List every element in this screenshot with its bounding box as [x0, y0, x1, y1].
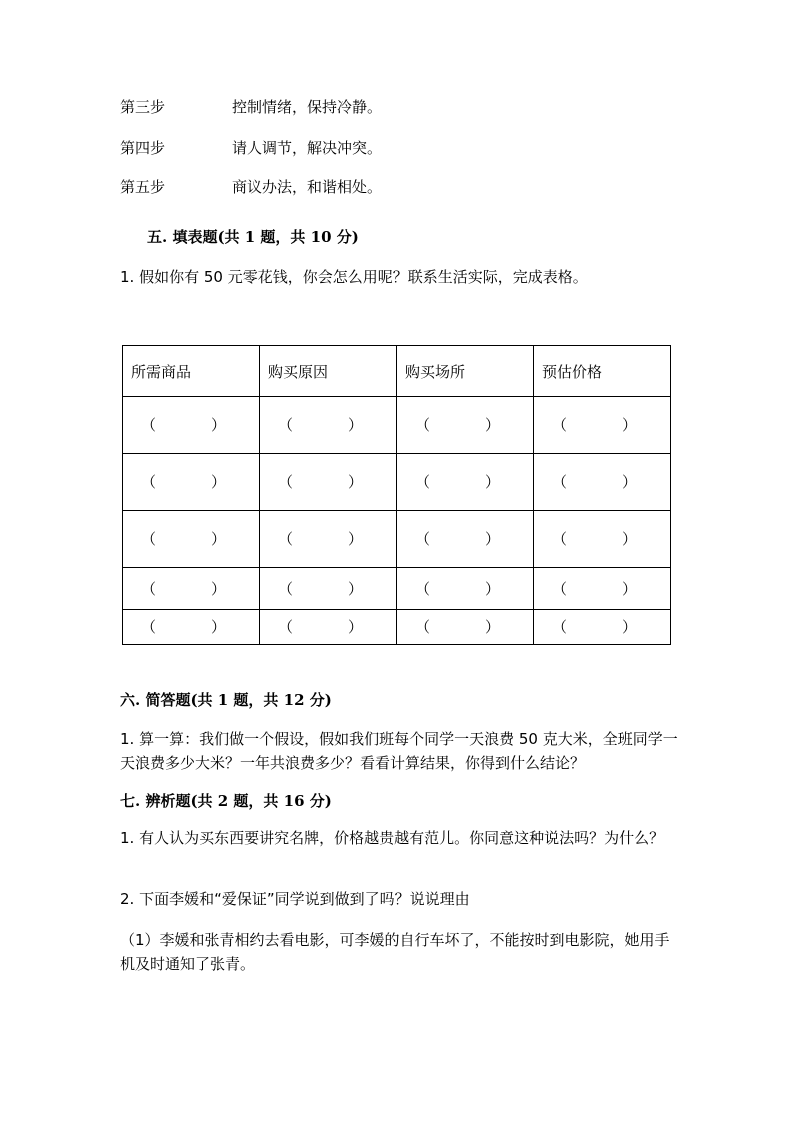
close-parenthesis: ）	[211, 618, 227, 636]
answer-blank	[542, 414, 638, 434]
answer-blank-cell[interactable]	[123, 568, 260, 610]
step-text: 控制情绪，保持冷静。	[232, 98, 383, 116]
answer-blank-cell[interactable]	[397, 454, 534, 511]
open-parenthesis: （	[552, 473, 568, 491]
step-label: 第五步	[120, 178, 166, 196]
open-parenthesis: （	[141, 579, 157, 598]
close-parenthesis: ）	[211, 579, 227, 598]
table-header-cell: 预估价格	[534, 346, 671, 397]
open-parenthesis: （	[552, 530, 568, 548]
section7-question-2: 2. 下面李媛和“爱保证”同学说到做到了吗？说说理由	[120, 890, 470, 908]
answer-blank-cell[interactable]	[534, 511, 671, 568]
open-parenthesis: （	[415, 416, 431, 434]
table-row	[123, 610, 671, 645]
step-text: 请人调节，解决冲突。	[232, 139, 383, 157]
answer-blank-cell[interactable]	[534, 397, 671, 454]
open-parenthesis: （	[552, 416, 568, 434]
answer-blank	[131, 616, 227, 636]
close-parenthesis: ）	[485, 618, 501, 636]
answer-blank-cell[interactable]	[260, 610, 397, 645]
open-parenthesis: （	[141, 416, 157, 434]
open-parenthesis: （	[278, 618, 294, 636]
close-parenthesis: ）	[348, 473, 364, 491]
table-row	[123, 454, 671, 511]
close-parenthesis: ）	[211, 473, 227, 491]
answer-blank	[405, 578, 501, 598]
answer-blank-cell[interactable]	[534, 454, 671, 511]
answer-blank-cell[interactable]	[534, 568, 671, 610]
close-parenthesis: ）	[622, 416, 638, 434]
section7-heading: 七. 辨析题(共 2 题，共 16 分)	[120, 792, 332, 810]
answer-blank	[542, 471, 638, 491]
close-parenthesis: ）	[622, 530, 638, 548]
close-parenthesis: ）	[211, 416, 227, 434]
close-parenthesis: ）	[348, 416, 364, 434]
section6-heading: 六. 简答题(共 1 题，共 12 分)	[120, 691, 332, 709]
answer-blank-cell[interactable]	[397, 610, 534, 645]
answer-blank-cell[interactable]	[534, 610, 671, 645]
answer-blank-cell[interactable]	[123, 610, 260, 645]
table-header-row	[123, 346, 671, 397]
open-parenthesis: （	[415, 473, 431, 491]
close-parenthesis: ）	[485, 579, 501, 598]
fill-in-table	[122, 345, 671, 645]
step-label: 第三步	[120, 98, 166, 116]
table-row	[123, 568, 671, 610]
answer-blank	[405, 616, 501, 636]
answer-blank	[268, 414, 364, 434]
answer-blank-cell[interactable]	[397, 568, 534, 610]
open-parenthesis: （	[415, 579, 431, 598]
table-header-cell: 购买原因	[260, 346, 397, 397]
open-parenthesis: （	[278, 579, 294, 598]
close-parenthesis: ）	[485, 473, 501, 491]
answer-blank	[268, 578, 364, 598]
answer-blank-cell[interactable]	[123, 397, 260, 454]
step-text: 商议办法，和谐相处。	[232, 178, 383, 196]
answer-blank	[405, 528, 501, 548]
table-row	[123, 397, 671, 454]
open-parenthesis: （	[141, 618, 157, 636]
close-parenthesis: ）	[485, 530, 501, 548]
answer-blank-cell[interactable]	[260, 454, 397, 511]
answer-blank	[268, 471, 364, 491]
open-parenthesis: （	[141, 473, 157, 491]
answer-blank	[542, 616, 638, 636]
answer-blank	[131, 528, 227, 548]
open-parenthesis: （	[278, 530, 294, 548]
open-parenthesis: （	[552, 618, 568, 636]
close-parenthesis: ）	[622, 618, 638, 636]
answer-blank-cell[interactable]	[397, 511, 534, 568]
table-header-cell: 所需商品	[123, 346, 260, 397]
open-parenthesis: （	[415, 618, 431, 636]
answer-blank	[542, 528, 638, 548]
answer-blank	[131, 414, 227, 434]
step-label: 第四步	[120, 139, 166, 157]
section7-question-1: 1. 有人认为买东西要讲究名牌，价格越贵越有范儿。你同意这种说法吗？为什么？	[120, 829, 665, 847]
section7-question-2-sub1: （1）李媛和张青相约去看电影，可李媛的自行车坏了，不能按时到电影院，她用手机及时通知了张青。	[120, 931, 670, 973]
answer-blank	[268, 616, 364, 636]
close-parenthesis: ）	[622, 473, 638, 491]
section5-heading: 五. 填表题(共 1 题，共 10 分)	[147, 228, 359, 246]
answer-blank	[131, 471, 227, 491]
open-parenthesis: （	[141, 530, 157, 548]
answer-blank-cell[interactable]	[123, 511, 260, 568]
section5-question: 1. 假如你有 50 元零花钱，你会怎么用呢？联系生活实际，完成表格。	[120, 268, 588, 286]
answer-blank	[131, 578, 227, 598]
open-parenthesis: （	[278, 416, 294, 434]
answer-blank-cell[interactable]	[260, 397, 397, 454]
answer-blank	[405, 471, 501, 491]
open-parenthesis: （	[278, 473, 294, 491]
table-header-cell: 购买场所	[397, 346, 534, 397]
answer-blank-cell[interactable]	[260, 511, 397, 568]
table-row	[123, 511, 671, 568]
close-parenthesis: ）	[348, 579, 364, 598]
answer-blank-cell[interactable]	[260, 568, 397, 610]
close-parenthesis: ）	[211, 530, 227, 548]
close-parenthesis: ）	[348, 530, 364, 548]
answer-blank	[405, 414, 501, 434]
answer-blank	[542, 578, 638, 598]
close-parenthesis: ）	[348, 618, 364, 636]
answer-blank-cell[interactable]	[123, 454, 260, 511]
open-parenthesis: （	[415, 530, 431, 548]
open-parenthesis: （	[552, 579, 568, 598]
close-parenthesis: ）	[485, 416, 501, 434]
answer-blank-cell[interactable]	[397, 397, 534, 454]
close-parenthesis: ）	[622, 579, 638, 598]
section6-question: 1. 算一算：我们做一个假设，假如我们班每个同学一天浪费 50 克大米，全班同学一天浪费多少大米？一年共浪费多少？看看计算结果，你得到什么结论？	[120, 730, 678, 772]
answer-blank	[268, 528, 364, 548]
